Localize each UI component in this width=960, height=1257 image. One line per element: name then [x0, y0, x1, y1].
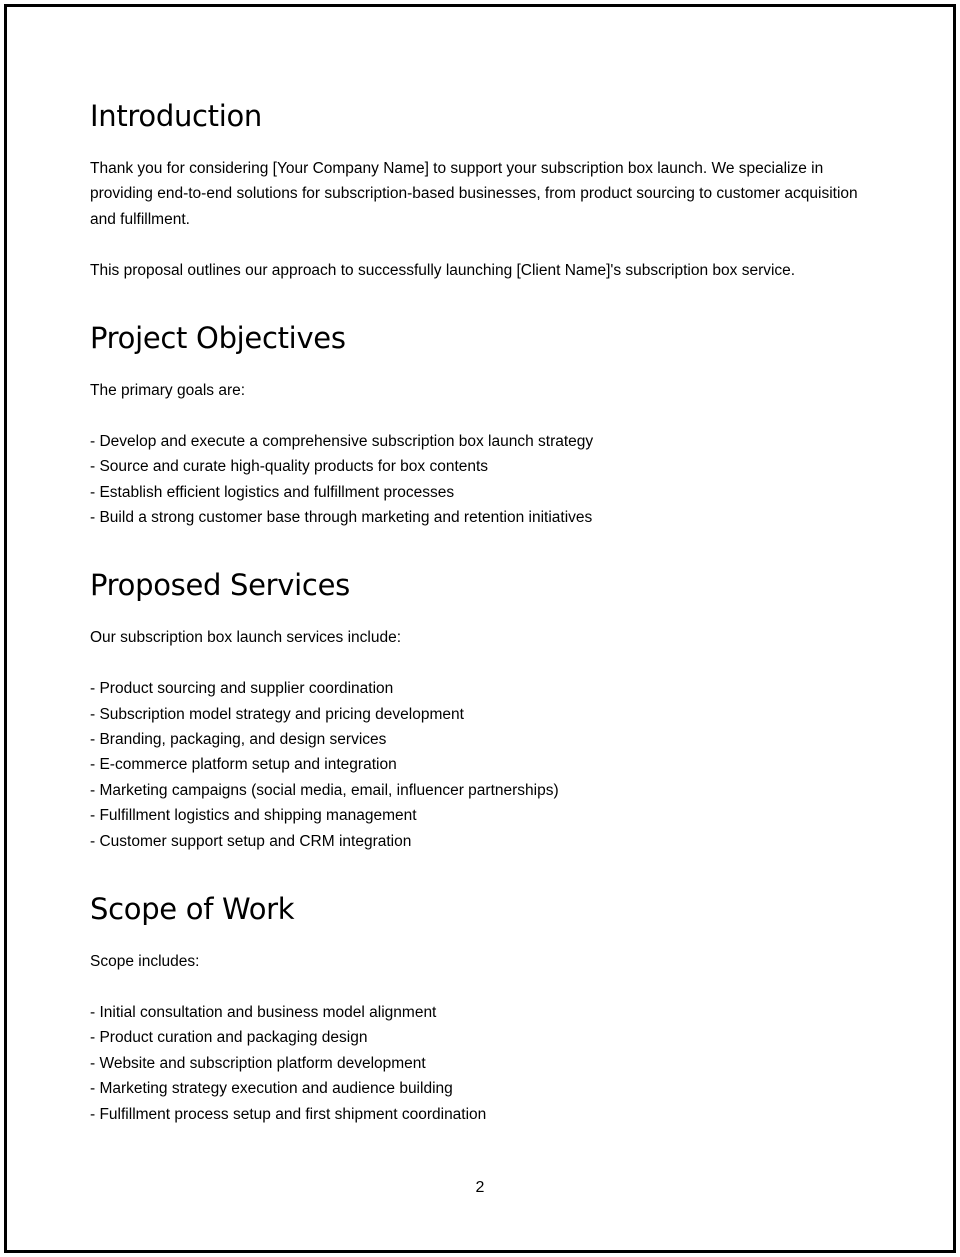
- list-item: - Fulfillment logistics and shipping management: [90, 807, 417, 825]
- list-item: - Develop and execute a comprehensive subscription box launch strategy: [90, 432, 594, 450]
- list-item: - Source and curate high-quality products for box contents: [90, 458, 489, 476]
- list-item: - Website and subscription platform development: [90, 1054, 426, 1072]
- scope-intro: Scope includes:: [90, 953, 200, 971]
- services-list: [90, 676, 870, 854]
- page-number: 2: [475, 1179, 485, 1196]
- list-item: - Product sourcing and supplier coordination: [90, 680, 394, 698]
- list-item: - Marketing strategy execution and audience building: [90, 1080, 453, 1098]
- list-item: - Marketing campaigns (social media, email, influencer partnerships): [90, 781, 559, 799]
- list-item: - Customer support setup and CRM integration: [90, 832, 412, 850]
- services-intro: Our subscription box launch services include:: [90, 629, 402, 647]
- list-item: - E-commerce platform setup and integration: [90, 756, 397, 774]
- objectives-heading: Project Objectives: [90, 321, 346, 356]
- list-item: - Product curation and packaging design: [90, 1029, 368, 1047]
- scope-heading: Scope of Work: [90, 892, 295, 927]
- objectives-list: [90, 429, 870, 531]
- scope-list: [90, 1000, 870, 1127]
- list-item: - Establish efficient logistics and fulfillment processes: [90, 483, 455, 501]
- introduction-paragraph-2: This proposal outlines our approach to successfully launching [Client Name]'s subscription box service.: [90, 261, 796, 279]
- list-item: - Build a strong customer base through marketing and retention initiatives: [90, 509, 593, 527]
- list-item: - Initial consultation and business model alignment: [90, 1003, 437, 1021]
- list-item: - Branding, packaging, and design services: [90, 731, 387, 749]
- list-item: - Subscription model strategy and pricing development: [90, 705, 464, 723]
- services-heading: Proposed Services: [90, 568, 350, 603]
- document-body: [90, 88, 870, 1127]
- objectives-intro: The primary goals are:: [90, 382, 246, 400]
- introduction-heading: Introduction: [90, 99, 263, 133]
- introduction-paragraph-1: Thank you for considering [Your Company Name] to support your subscription box launch. We specialize in providing end-to-end solutions for subscription-based businesses, from product sourcing to customer acquisition and fulfillment.: [90, 160, 858, 228]
- list-item: - Fulfillment process setup and first shipment coordination: [90, 1105, 487, 1123]
